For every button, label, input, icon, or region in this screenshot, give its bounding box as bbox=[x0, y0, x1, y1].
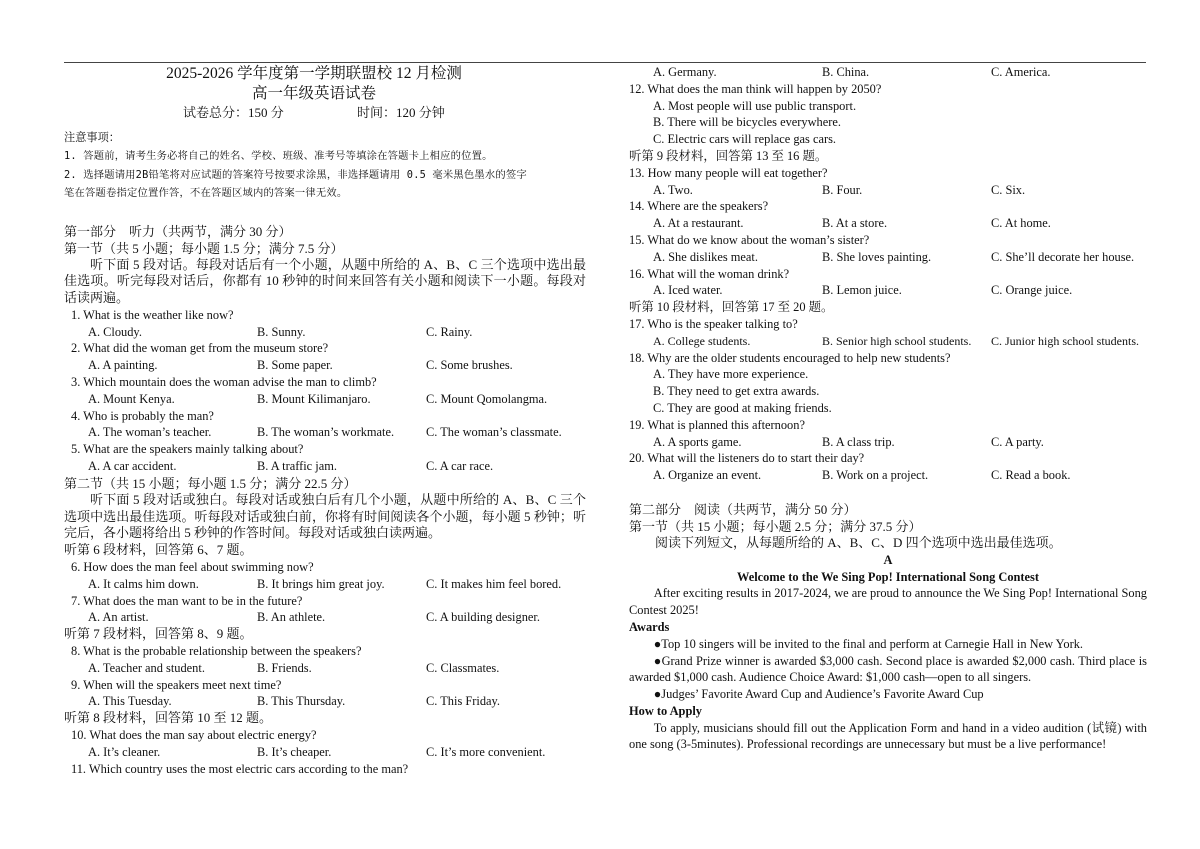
option-c: C. It makes him feel bored. bbox=[426, 576, 562, 591]
exam-subtitle: 高一年级英语试卷 bbox=[251, 85, 376, 102]
option-c: C. At home. bbox=[991, 216, 1051, 231]
apply-paragraph: To apply, musicians should fill out the Application Form and hand in a video audition (试镜) with one song (3-5minutes). Professional recordings are unnecessary but must be a live performance! bbox=[629, 720, 1147, 752]
option-a: A. This Tuesday. bbox=[88, 694, 172, 709]
option-b: B. Senior high school students. bbox=[822, 333, 972, 348]
exam-title: 2025-2026 学年度第一学期联盟校 12 月检测 bbox=[166, 65, 462, 82]
option-c: C. The woman’s classmate. bbox=[426, 425, 562, 440]
question-1: 1. What is the weather like now? A. Cloudy. B. Sunny. C. Rainy. bbox=[71, 307, 473, 339]
option-a: A. At a restaurant. bbox=[653, 216, 744, 231]
question-8: 8. What is the probable relationship between the speakers? A. Teacher and student. B. Friends. C. Classmates. bbox=[71, 644, 500, 675]
option-b: B. She loves painting. bbox=[822, 249, 932, 264]
option-c: C. A building designer. bbox=[426, 610, 540, 625]
option-c: C. She’ll decorate her house. bbox=[991, 249, 1135, 264]
passage-title: Welcome to the We Sing Pop! International Song Contest bbox=[737, 569, 1039, 584]
option-b: B. Work on a project. bbox=[822, 468, 929, 483]
option-a: A. A sports game. bbox=[653, 434, 742, 449]
option-c: C. Six. bbox=[991, 182, 1026, 197]
notice-heading: 注意事项： bbox=[64, 132, 120, 144]
option-c: C. A party. bbox=[991, 434, 1044, 449]
option-a: A. It’s cleaner. bbox=[88, 744, 161, 759]
option-b: B. Lemon juice. bbox=[822, 283, 902, 298]
material-8-heading: 听第 8 段材料，回答第 10 至 12 题。 bbox=[64, 710, 273, 726]
option-a: A. The woman’s teacher. bbox=[88, 425, 212, 440]
option-b: B. Mount Kilimanjaro. bbox=[257, 391, 371, 406]
option-c: C. Electric cars will replace gas cars. bbox=[653, 132, 837, 147]
part2-instruction: 阅读下列短文，从每题所给的 A、B、C、D 四个选项中选出最佳选项。 bbox=[655, 534, 1062, 550]
material-9-heading: 听第 9 段材料，回答第 13 至 16 题。 bbox=[629, 148, 828, 163]
apply-heading: How to Apply bbox=[629, 703, 702, 718]
option-b: B. Some paper. bbox=[257, 358, 333, 373]
passage-letter: A bbox=[883, 552, 893, 567]
question-11: 11. Which country uses the most electric cars according to the man? bbox=[71, 761, 409, 776]
option-b: B. This Thursday. bbox=[257, 694, 346, 709]
question-11-options bbox=[629, 64, 1147, 81]
notice-line-3: 笔在答题卷指定位置作答，不在答题区域内的答案一律无效。 bbox=[64, 187, 348, 199]
option-a: A. Teacher and student. bbox=[88, 660, 205, 675]
option-a: A. College students. bbox=[653, 333, 751, 348]
question-10: 10. What does the man say about electric energy? A. It’s cleaner. B. It’s cheaper. C. It’s more convenient. bbox=[71, 728, 546, 759]
question-16: 16. What will the woman drink? A. Iced water. B. Lemon juice. C. Orange juice. bbox=[629, 266, 1073, 298]
question-2: 2. What did the woman get from the museum store? A. A painting. B. Some paper. C. Some brushes. bbox=[71, 341, 513, 373]
question-5: 5. What are the speakers mainly talking about? A. A car accident. B. A traffic jam. C. A car race. bbox=[71, 442, 494, 474]
option-a: A. A car accident. bbox=[88, 459, 177, 474]
material-10-heading: 听第 10 段材料，回答第 17 至 20 题。 bbox=[629, 300, 834, 315]
option-c: C. Mount Qomolangma. bbox=[426, 391, 548, 406]
option-c: C. Read a book. bbox=[991, 468, 1071, 483]
option-b: B. China. bbox=[822, 65, 870, 79]
option-c: C. This Friday. bbox=[426, 694, 501, 709]
option-b: B. It brings him great joy. bbox=[257, 576, 385, 591]
part1-heading: 第一部分 听力（共两节，满分 30 分） bbox=[64, 223, 292, 239]
total-score: 试卷总分：150 分 bbox=[183, 105, 284, 120]
part2-section1-heading: 第一节（共 15 小题；每小题 2.5 分；满分 37.5 分） bbox=[629, 518, 922, 534]
option-b: B. It’s cheaper. bbox=[257, 744, 332, 759]
question-18: 18. Why are the older students encouraged to help new students? A. They have more experience. B. They need to get extra awards. C. They are good at making friends. bbox=[629, 350, 1147, 417]
option-b: B. An athlete. bbox=[257, 610, 326, 625]
notice-line-1: 1. 答题前，请考生务必将自己的姓名、学校、班级、准考号等填涂在答题卡上相应的位置。 bbox=[64, 150, 493, 162]
question-7: 7. What does the man want to be in the future? A. An artist. B. An athlete. C. A building designer. bbox=[71, 593, 540, 625]
option-b: B. The woman’s workmate. bbox=[257, 425, 395, 440]
option-a: A. It calms him down. bbox=[88, 576, 199, 591]
awards-heading: Awards bbox=[629, 619, 670, 634]
question-9: 9. When will the speakers meet next time? A. This Tuesday. B. This Thursday. C. This Friday. bbox=[71, 677, 501, 709]
option-c: C. Rainy. bbox=[426, 324, 473, 339]
option-c: C. Orange juice. bbox=[991, 283, 1073, 298]
option-c: C. Classmates. bbox=[426, 660, 500, 675]
option-a: A. Mount Kenya. bbox=[88, 391, 175, 406]
option-a: A. They have more experience. bbox=[653, 367, 809, 382]
option-a: A. Most people will use public transport. bbox=[653, 98, 857, 113]
option-c: C. It’s more convenient. bbox=[426, 744, 546, 759]
option-b: B. A class trip. bbox=[822, 434, 895, 449]
question-14: 14. Where are the speakers? A. At a restaurant. B. At a store. C. At home. bbox=[629, 199, 1051, 231]
option-b: B. There will be bicycles everywhere. bbox=[653, 115, 841, 130]
option-a: A. Cloudy. bbox=[88, 324, 142, 339]
award-item-1: ●Top 10 singers will be invited to the final and perform at Carnegie Hall in New York. bbox=[653, 636, 1083, 651]
exam-info bbox=[64, 104, 586, 122]
question-6: 6. How does the man feel about swimming now? A. It calms him down. B. It brings him great joy. C. It makes him feel bored. bbox=[71, 560, 562, 591]
option-b: B. Sunny. bbox=[257, 324, 306, 339]
part1-section2-instruction: 听下面 5 段对话或独白。每段对话或独白后有几个小题，从题中所给的 A、B、C 三个选项中选出最佳选项。听每段对话或独白前，你将有时间阅读各个小题，每小题 5 秒钟；听完后，各小题将给出 5 秒钟的作答时间。每段对话或独白读两遍。 bbox=[64, 491, 586, 541]
option-c: C. Some brushes. bbox=[426, 358, 513, 373]
left-column bbox=[64, 64, 586, 777]
option-a: A. Germany. bbox=[653, 65, 717, 79]
option-a: A. A painting. bbox=[88, 358, 158, 373]
header-rule bbox=[64, 62, 1146, 63]
option-a: A. Organize an event. bbox=[653, 468, 762, 483]
option-b: B. A traffic jam. bbox=[257, 459, 337, 474]
option-a: A. Two. bbox=[653, 182, 693, 197]
option-b: B. Friends. bbox=[257, 660, 312, 675]
notice-line-2: 2. 选择题请用2B铅笔将对应试题的答案符号按要求涂黑，非选择题请用 0.5 毫米黑色墨水的签字 bbox=[64, 168, 527, 181]
award-item-3: ●Judges’ Favorite Award Cup and Audience’s Favorite Award Cup bbox=[653, 687, 984, 702]
material-6-heading: 听第 6 段材料，回答第 6、7 题。 bbox=[64, 542, 253, 558]
award-item-2: ●Grand Prize winner is awarded $3,000 cash. Second place is awarded $2,000 cash. Third place is awarded $1,000 cash. Audience Choice Award: $1,000 cash—open to all singers. bbox=[629, 653, 1147, 685]
question-20: 20. What will the listeners do to start their day? A. Organize an event. B. Work on a project. C. Read a book. bbox=[629, 451, 1071, 483]
question-4: 4. Who is probably the man? A. The woman’s teacher. B. The woman’s workmate. C. The woman’s classmate. bbox=[71, 408, 562, 440]
question-12: 12. What does the man think will happen by 2050? A. Most people will use public transport. B. There will be bicycles everywhere. C. Electric cars will replace gas cars. bbox=[629, 81, 1147, 148]
option-a: A. An artist. bbox=[88, 610, 149, 625]
part1-section1-instruction: 听下面 5 段对话。每段对话后有一个小题，从题中所给的 A、B、C 三个选项中选出最佳选项。听完每段对话后，你都有 10 秒钟的时间来回答有关小题和阅读下一小题。每段对话读两遍。 bbox=[64, 256, 586, 306]
exam-time: 时间：120 分钟 bbox=[357, 105, 445, 120]
option-b: B. They need to get extra awards. bbox=[653, 384, 820, 399]
material-7-heading: 听第 7 段材料，回答第 8、9 题。 bbox=[64, 626, 253, 642]
question-17: 17. Who is the speaker talking to? A. College students. B. Senior high school students. C. Junior high school students. bbox=[629, 316, 1140, 348]
option-c: C. A car race. bbox=[426, 459, 494, 474]
question-19: 19. What is planned this afternoon? A. A sports game. B. A class trip. C. A party. bbox=[629, 417, 1044, 449]
option-c: C. America. bbox=[991, 65, 1051, 79]
question-15: 15. What do we know about the woman’s sister? A. She dislikes meat. B. She loves painting. C. She’ll decorate her house. bbox=[629, 232, 1135, 264]
passage-paragraph-1: After exciting results in 2017-2024, we are proud to announce the We Sing Pop! International Song Contest 2025! bbox=[629, 586, 1147, 618]
option-b: B. At a store. bbox=[822, 216, 888, 231]
part2-heading: 第二部分 阅读（共两节，满分 50 分） bbox=[629, 501, 857, 517]
part1-section1-heading: 第一节（共 5 小题；每小题 1.5 分；满分 7.5 分） bbox=[64, 240, 344, 256]
part1-section2-heading: 第二节（共 15 小题；每小题 1.5 分；满分 22.5 分） bbox=[64, 475, 357, 491]
option-c: C. Junior high school students. bbox=[991, 333, 1140, 348]
option-a: A. Iced water. bbox=[653, 283, 723, 298]
option-c: C. They are good at making friends. bbox=[653, 400, 832, 415]
option-a: A. She dislikes meat. bbox=[653, 249, 758, 264]
question-3: 3. Which mountain does the woman advise the man to climb? A. Mount Kenya. B. Mount Kilimanjaro. C. Mount Qomolangma. bbox=[71, 375, 548, 406]
question-13: 13. How many people will eat together? A. Two. B. Four. C. Six. bbox=[629, 165, 1026, 197]
right-column bbox=[629, 64, 1147, 753]
option-b: B. Four. bbox=[822, 182, 863, 197]
